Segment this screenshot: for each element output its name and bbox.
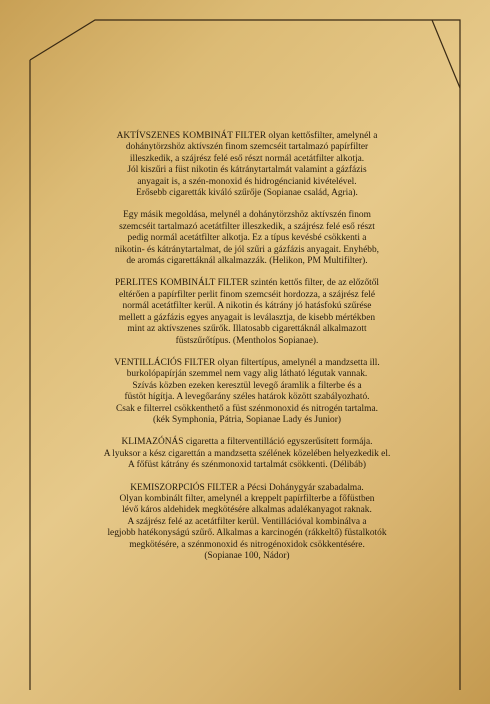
- text-line: (Sopianae 100, Nádor): [204, 551, 290, 561]
- paragraph-ventilation-filter: [62, 358, 432, 426]
- text-line: füstöt hígítja. A levegőarány széles határok között szabályozható.: [124, 392, 370, 403]
- paragraph-climate-zone: [62, 437, 432, 471]
- text-line: illeszkedik, a szájrész felé eső részt normál acetátfilter alkotja.: [129, 153, 365, 164]
- text-line: A szájrész felé az acetátfilter kerül. Ventillációval kombinálva a: [127, 516, 367, 527]
- text-line: nikotin- és kátránytartalmat, de jól szűri a gázfázis anyagait. Enyhébb,: [115, 244, 379, 255]
- text-line: mellett a gázfázis egyes anyagait is leválasztja, de kisebb mértékben: [118, 312, 376, 323]
- text-line: A főfüst kátrány és szénmonoxid tartalmát csökkenti. (Délibáb): [128, 460, 366, 471]
- text-line: Szívás közben ezeken keresztül levegő áramlik a filterbe és a: [132, 380, 362, 391]
- text-line: pedig normál acetátfilter alkotja. Ez a típus kevésbé csökkenti a: [127, 233, 367, 244]
- text-line: PERLITES KOMBINÁLT FILTER szintén kettős filter, de az előzőtől: [114, 278, 380, 289]
- text-line: KLIMAZÓNÁS cigaretta a filterventilláció egyszerűsített formája.: [121, 437, 373, 448]
- paragraph-alternative-solution: [62, 210, 432, 267]
- text-line: KEMISZORPCIÓS FILTER a Pécsi Dohánygyár szabadalma.: [130, 482, 364, 493]
- text-line: A lyuksor a kész cigarettán a mandzsetta szélének közelében helyezkedik el.: [103, 448, 391, 459]
- text-line: Csak e filterrel csökkenthető a füst szénmonoxid és nitrogén tartalma.: [116, 403, 378, 414]
- text-line: VENTILLÁCIÓS FILTER olyan filtertípus, amelynél a mandzsetta ill.: [114, 357, 380, 368]
- text-line: AKTÍVSZENES KOMBINÁT FILTER olyan kettősfilter, amelynél a: [116, 131, 378, 141]
- text-line: (kék Symphonia, Pátria, Sopianae Lady és Junior): [153, 414, 341, 425]
- paragraph-activated-carbon-filter: [62, 131, 432, 199]
- text-line: füstszűrőtípus. (Mentholos Sopianae).: [175, 335, 319, 346]
- text-line: lévő káros aldehidek megkötésére alkalmas adalékanyagot raknak.: [122, 505, 372, 516]
- text-line: mint az aktívszenes szűrők. Illatosabb cigarettáknál alkalmazott: [127, 324, 367, 335]
- frame-corner-diagonal: [432, 20, 460, 88]
- text-line: legjobb hatékonyságú szűrő. Alkalmas a karcinogén (rákkeltő) füstalkotók: [107, 528, 387, 539]
- text-line: de aromás cigarettáknál alkalmazzák. (Helikon, PM Multifilter).: [126, 256, 368, 267]
- text-line: eltérően a papírfilter perlit finom szemcséit hordozza, a szájrész felé: [118, 289, 376, 300]
- document-body: [62, 131, 432, 573]
- text-line: Egy másik megoldása, melynél a dohánytörzshöz aktívszén finom: [123, 210, 371, 221]
- text-line: szemcséit tartalmazó acetátfilter illeszkedik, a szájrész felé eső részt: [119, 221, 375, 232]
- text-line: normál acetátfilter kerül. A nikotin és kátrány jó hatásfokú szűrése: [122, 301, 372, 312]
- paragraph-perlite-filter: [62, 278, 432, 346]
- text-line: Jól kiszűri a füst nikotin és kátránytartalmát valamint a gázfázis: [127, 165, 367, 176]
- text-line: Olyan kombinált filter, amelynél a kreppelt papírfilterbe a főfüstben: [119, 493, 375, 504]
- text-line: Erősebb cigaretták kiváló szűrője (Sopianae család, Agria).: [136, 188, 358, 199]
- paragraph-chemisorption-filter: [62, 483, 432, 563]
- text-line: burkolópapírján szemmel nem vagy alig látható légutak vannak.: [126, 369, 368, 380]
- text-line: dohánytörzshöz aktívszén finom szemcséit tartalmazó papírfilter: [125, 142, 369, 153]
- text-line: anyagait is, a szén-monoxid és hidrogéncianid kivételével.: [137, 176, 357, 187]
- text-line: megkötésére, a szénmonoxid és nitrogénoxidok csökkentésére.: [129, 539, 365, 550]
